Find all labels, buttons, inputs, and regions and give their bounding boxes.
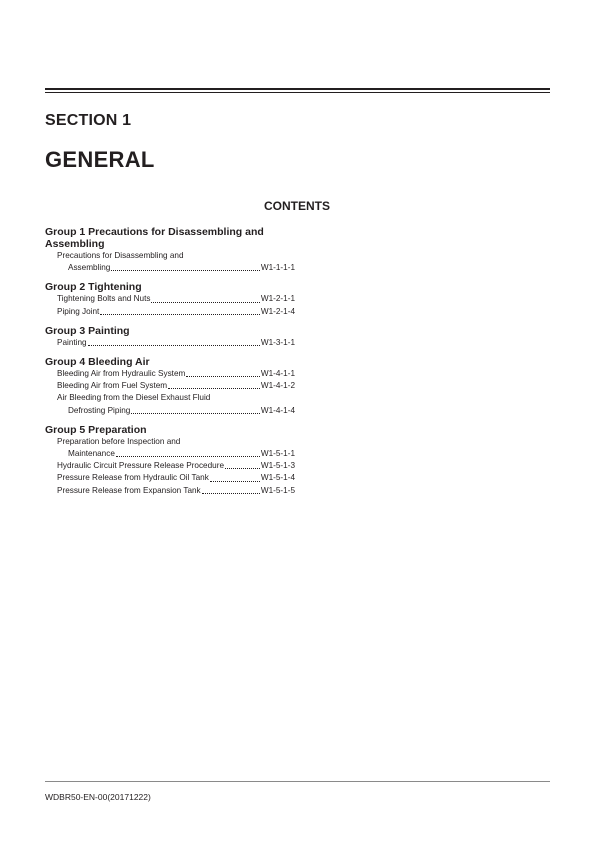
toc-page-number: W1-1-1-1 bbox=[260, 263, 295, 273]
toc-entry-label: Pressure Release from Hydraulic Oil Tank bbox=[57, 473, 209, 483]
toc-entry-line bbox=[57, 436, 295, 448]
toc-entry-label: Assembling bbox=[68, 263, 111, 273]
dot-leader bbox=[210, 480, 260, 482]
document-code: WDBR50-EN-00(20171222) bbox=[45, 792, 151, 802]
toc-entry-line bbox=[57, 485, 295, 497]
toc-page-number: W1-2-1-4 bbox=[260, 306, 295, 316]
toc-entry[interactable] bbox=[45, 472, 295, 484]
toc-entry-line bbox=[57, 448, 295, 460]
toc-entry-label: Precautions for Disassembling and bbox=[57, 251, 184, 260]
dot-leader bbox=[88, 344, 260, 346]
toc-page-number: W1-4-1-4 bbox=[260, 405, 295, 415]
toc-entry[interactable] bbox=[45, 380, 295, 392]
toc-entry-label: Piping Joint bbox=[57, 306, 100, 316]
toc-entry-label: Bleeding Air from Fuel System bbox=[57, 381, 168, 391]
toc-page-number: W1-5-1-4 bbox=[260, 473, 295, 483]
toc-entry[interactable] bbox=[45, 250, 295, 274]
toc-group-title: Group 5 Preparation bbox=[45, 423, 147, 436]
toc-group-title: Group 1 Precautions for Disassembling and Assembling bbox=[45, 226, 264, 250]
toc-entry-line bbox=[57, 380, 295, 392]
toc-entry[interactable] bbox=[45, 337, 295, 349]
toc-entry[interactable] bbox=[45, 368, 295, 380]
toc-page-number: W1-5-1-1 bbox=[260, 449, 295, 459]
toc-entry[interactable] bbox=[45, 392, 295, 416]
toc-entry-line bbox=[57, 337, 295, 349]
toc-entry-label: Maintenance bbox=[68, 449, 115, 459]
toc-group-title: Group 3 Painting bbox=[45, 324, 130, 337]
toc-entry-label: Pressure Release from Expansion Tank bbox=[57, 485, 201, 495]
toc-entry-label: Painting bbox=[57, 337, 87, 347]
toc-entry-label: Tightening Bolts and Nuts bbox=[57, 294, 151, 304]
footer-rule bbox=[45, 781, 550, 782]
toc-entry-label: Defrosting Piping bbox=[68, 405, 131, 415]
toc-entry-line bbox=[57, 262, 295, 274]
dot-leader bbox=[131, 412, 260, 414]
dot-leader bbox=[151, 301, 259, 303]
toc-entry-line bbox=[57, 392, 295, 404]
dot-leader bbox=[202, 492, 260, 494]
toc-group bbox=[45, 424, 295, 497]
section-label: SECTION 1 bbox=[45, 112, 132, 129]
toc-entry-line bbox=[57, 405, 295, 417]
toc-entry[interactable] bbox=[45, 460, 295, 472]
toc-page-number: W1-5-1-5 bbox=[260, 485, 295, 495]
section-title: GENERAL bbox=[45, 147, 155, 172]
toc-entry-line bbox=[57, 460, 295, 472]
toc-group bbox=[45, 226, 295, 274]
dot-leader bbox=[116, 455, 260, 457]
toc-page-number: W1-4-1-2 bbox=[260, 381, 295, 391]
toc-entry-line bbox=[57, 368, 295, 380]
toc-entry-line bbox=[57, 293, 295, 305]
toc-entry[interactable] bbox=[45, 485, 295, 497]
contents-heading: CONTENTS bbox=[264, 199, 330, 213]
toc-group bbox=[45, 281, 295, 317]
toc-entry[interactable] bbox=[45, 436, 295, 460]
toc-entry[interactable] bbox=[45, 306, 295, 318]
toc-entry-line bbox=[57, 306, 295, 318]
toc-entry[interactable] bbox=[45, 293, 295, 305]
toc-group bbox=[45, 356, 295, 417]
header-rule-thick bbox=[45, 88, 550, 90]
toc-page-number: W1-3-1-1 bbox=[260, 337, 295, 347]
toc-entry-label: Preparation before Inspection and bbox=[57, 436, 181, 446]
toc-entry-line bbox=[57, 250, 295, 262]
toc-entry-line bbox=[57, 472, 295, 484]
toc-group-title: Group 4 Bleeding Air bbox=[45, 356, 150, 369]
toc-group-title: Group 2 Tightening bbox=[45, 281, 142, 294]
toc-page-number: W1-5-1-3 bbox=[260, 461, 295, 471]
toc-page-number: W1-4-1-1 bbox=[260, 369, 295, 379]
toc-entry-label: Air Bleeding from the Diesel Exhaust Fluid bbox=[57, 393, 211, 403]
dot-leader bbox=[100, 313, 260, 315]
dot-leader bbox=[111, 269, 260, 271]
dot-leader bbox=[168, 387, 260, 389]
dot-leader bbox=[186, 375, 260, 377]
dot-leader bbox=[225, 467, 260, 469]
table-of-contents bbox=[45, 226, 295, 497]
toc-entry-label: Bleeding Air from Hydraulic System bbox=[57, 369, 186, 379]
toc-group bbox=[45, 325, 295, 349]
toc-entry-label: Hydraulic Circuit Pressure Release Procedure bbox=[57, 461, 225, 471]
header-rule-thin bbox=[45, 92, 550, 93]
toc-page-number: W1-2-1-1 bbox=[260, 294, 295, 304]
